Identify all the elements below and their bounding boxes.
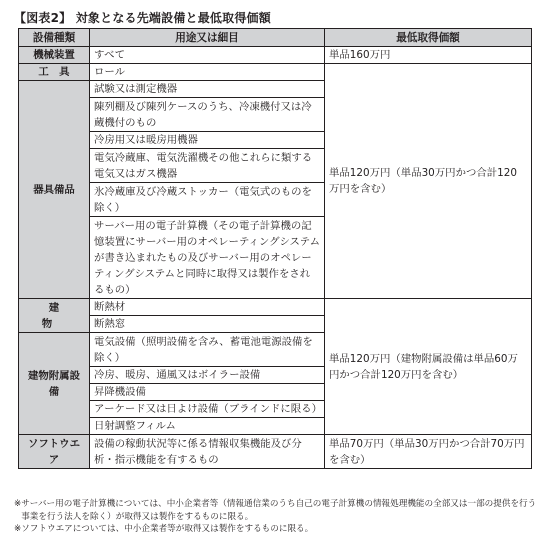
header-use: 用途又は細目 bbox=[90, 29, 325, 47]
header-min-cost: 最低取得価額 bbox=[325, 29, 532, 47]
category-building-attached: 建物附属設備 bbox=[19, 333, 90, 435]
footnotes bbox=[14, 498, 542, 536]
category-tools: 工 具 bbox=[19, 64, 90, 81]
equipment-table bbox=[18, 28, 532, 469]
footnote-mark: ※ bbox=[14, 524, 22, 534]
footnote-mark: ※ bbox=[14, 499, 22, 509]
category-machinery: 機械装置 bbox=[19, 47, 90, 64]
use-cell: 昇降機設備 bbox=[90, 384, 325, 401]
min-cost-tools-equipment: 単品120万円（単品30万円かつ合計120万円を含む） bbox=[325, 64, 532, 299]
use-cell: 試験又は測定機器 bbox=[90, 81, 325, 98]
use-cell: 冷房用又は暖房用機器 bbox=[90, 132, 325, 149]
table-row bbox=[19, 64, 532, 81]
table-row bbox=[19, 299, 532, 316]
category-building: 建 物 bbox=[19, 299, 90, 333]
use-cell: 設備の稼動状況等に係る情報収集機能及び分析・指示機能を有するもの bbox=[90, 435, 325, 469]
use-cell: ロール bbox=[90, 64, 325, 81]
min-cost-software: 単品70万円（単品30万円かつ合計70万円を含む） bbox=[325, 435, 532, 469]
min-cost-building: 単品120万円（建物附属設備は単品60万円かつ合計120万円を含む） bbox=[325, 299, 532, 435]
footnote bbox=[14, 523, 542, 536]
use-cell: 電気設備（照明設備を含み、蓄電池電源設備を除く） bbox=[90, 333, 325, 367]
min-cost-machinery: 単品160万円 bbox=[325, 47, 532, 64]
use-cell: すべて bbox=[90, 47, 325, 64]
footnote-text: サーバー用の電子計算機については、中小企業者等（情報通信業のうち自己の電子計算機の情報処理機能の全部又は一部の提供を行う事業を行う法人を除く）が取得又は製作をするものに限る。 bbox=[21, 499, 537, 522]
use-cell: 電気冷蔵庫、電気洗濯機その他これらに類する電気又はガス機器 bbox=[90, 149, 325, 183]
category-equipment: 器具備品 bbox=[19, 81, 90, 299]
category-software: ソフトウエア bbox=[19, 435, 90, 469]
use-cell: 断熱窓 bbox=[90, 316, 325, 333]
footnote-text: ソフトウエアについては、中小企業者等が取得又は製作をするものに限る。 bbox=[21, 524, 314, 534]
use-cell: 断熱材 bbox=[90, 299, 325, 316]
use-cell: 陳列棚及び陳列ケースのうち、冷凍機付又は冷蔵機付のもの bbox=[90, 98, 325, 132]
table-row bbox=[19, 47, 532, 64]
use-cell: サーバー用の電子計算機（その電子計算機の記憶装置にサーバー用のオペレーティングシステムが書き込まれたもの及びサーバー用のオペレーティングシステムと同時に取得又は製作をされるもの） bbox=[90, 217, 325, 299]
use-cell: アーケード又は日よけ設備（ブラインドに限る） bbox=[90, 401, 325, 418]
use-cell: 冷房、暖房、通風又はボイラー設備 bbox=[90, 367, 325, 384]
header-category: 設備種類 bbox=[19, 29, 90, 47]
use-cell: 日射調整フィルム bbox=[90, 418, 325, 435]
page-title: 【図表2】 対象となる先端設備と最低取得価額 bbox=[14, 11, 271, 25]
use-cell: 氷冷蔵庫及び冷蔵ストッカー（電気式のものを除く） bbox=[90, 183, 325, 217]
table-row bbox=[19, 435, 532, 469]
header-row bbox=[19, 29, 532, 47]
footnote bbox=[14, 498, 542, 523]
